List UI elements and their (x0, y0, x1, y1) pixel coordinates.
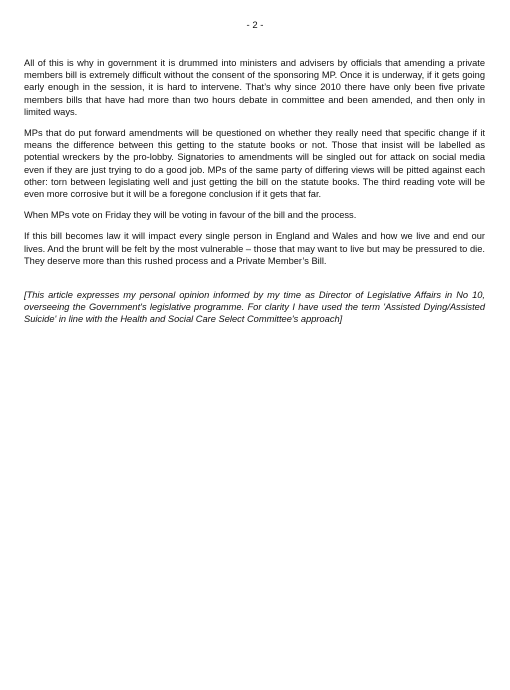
paragraph-friday-vote: When MPs vote on Friday they will be voting in favour of the bill and the process. (24, 210, 357, 221)
paragraph-impact: If this bill becomes law it will impact every single person in England and Wales and how we live and end our lives. And the brunt will be felt by the most vulnerable – those that may want to live but may be pressured to die. They deserve more than this rushed process and a Private Member’s Bill. (24, 231, 485, 266)
paragraph-amendments: MPs that do put forward amendments will be questioned on whether they really need that specific change if it means the difference between this getting to the statute books or not. Those that insist will be labelled as potential wreckers by the pro-lobby. Signatories to amendments will be singled out for attack on social media even if they are just trying to do a good job. MPs of the same party of differing views will be pitted against each other: torn between legislating well and just getting the bill on the statute books. The third reading vote will be even more corrosive but it will be a foregone conclusion if it gets that far. (24, 128, 485, 200)
paragraph-private-members-bill: All of this is why in government it is drummed into ministers and advisers by officials that amending a private members bill is extremely difficult without the consent of the sponsoring MP. Once it is underway, if it gets going early enough in the session, it is hard to intervene. That’s why since 2010 there have only been five private members bills that have had more than two hours debate in committee and been amended, and then only in limited ways. (24, 58, 485, 117)
page-number: - 2 - (246, 20, 264, 31)
article-body (24, 57, 485, 335)
author-note: [This article expresses my personal opinion informed by my time as Director of Legislative Affairs in No 10, overseeing the Government's legislative programme. For clarity I have used the term 'Assisted Dying/Assisted Suicide' in line with the Health and Social Care Select Committee's approach] (24, 290, 485, 325)
